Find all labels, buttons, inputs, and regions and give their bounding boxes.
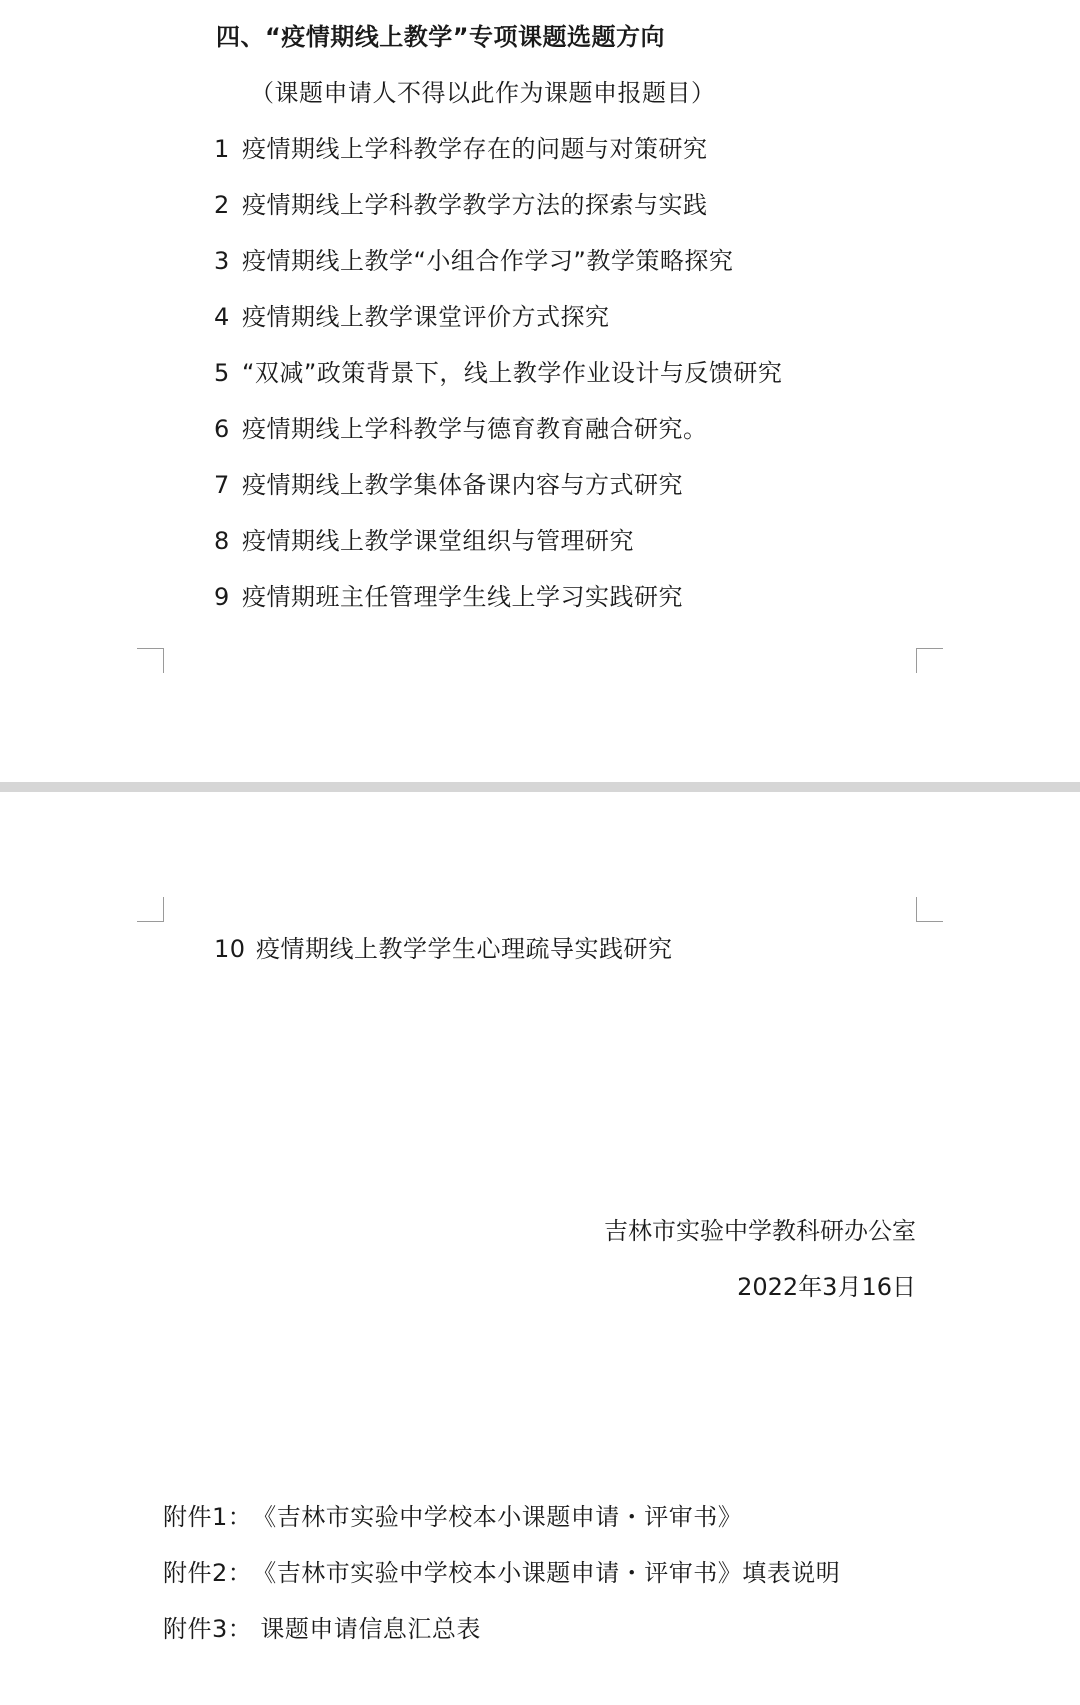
list-item-text: 疫情期线上教学课堂组织与管理研究 [242,527,634,555]
list-item [214,414,708,444]
list-item-number: 1 [214,135,230,163]
list-item-number: 8 [214,527,230,555]
list-item-text: 疫情期线上教学课堂评价方式探究 [242,303,610,331]
attachment-label: 附件2： [163,1559,253,1587]
list-item [214,358,782,388]
list-item-text: 疫情期线上教学学生心理疏导实践研究 [256,935,673,963]
list-item [214,526,634,556]
attachment-title: 课题申请信息汇总表 [252,1615,481,1643]
list-item-number: 2 [214,191,230,219]
attachment-label: 附件3： [163,1615,253,1643]
list-item-number: 10 [214,935,246,963]
list-item-text: 疫情期线上教学集体备课内容与方式研究 [242,471,683,499]
list-item [214,134,708,164]
attachment-label: 附件1： [163,1503,253,1531]
attachment-item [163,1614,481,1644]
list-item [214,470,683,500]
list-item-number: 5 [214,359,230,387]
attachment-title: 《吉林市实验中学校本小课题申请・评审书》 [252,1503,743,1531]
attachment-item [163,1558,840,1588]
list-item-text: 疫情期线上学科教学教学方法的探索与实践 [242,191,708,219]
page-corner-mark-bottom-right [916,648,943,673]
document-page-2 [0,792,1080,1705]
list-item-number: 3 [214,247,230,275]
page-separator [0,782,1080,792]
list-item-number: 7 [214,471,230,499]
list-item-text: 疫情期班主任管理学生线上学习实践研究 [242,583,683,611]
section-note: （课题申请人不得以此作为课题申报题目） [250,79,716,107]
list-item [214,582,683,612]
list-item-number: 9 [214,583,230,611]
list-item [214,246,733,276]
list-item-text: 疫情期线上教学“小组合作学习”教学策略探究 [242,247,734,275]
list-item [214,934,673,964]
list-item-text: 疫情期线上学科教学存在的问题与对策研究 [242,135,708,163]
attachment-item [163,1502,742,1532]
issuer-office: 吉林市实验中学教科研办公室 [604,1217,916,1245]
attachment-title: 《吉林市实验中学校本小课题申请・评审书》填表说明 [252,1559,841,1587]
page-corner-mark-bottom-left [137,648,164,673]
list-item-number: 6 [214,415,230,443]
list-item [214,302,610,332]
page-corner-mark-top-right [916,897,943,922]
section-heading: 四、“疫情期线上教学”专项课题选题方向 [216,23,666,51]
list-item-number: 4 [214,303,230,331]
issue-date: 2022年3月16日 [737,1273,916,1301]
list-item-text: “双减”政策背景下，线上教学作业设计与反馈研究 [242,359,783,387]
list-item [214,190,708,220]
page-corner-mark-top-left [137,897,164,922]
document-page-1 [0,0,1080,782]
list-item-text: 疫情期线上学科教学与德育教育融合研究。 [242,415,708,443]
